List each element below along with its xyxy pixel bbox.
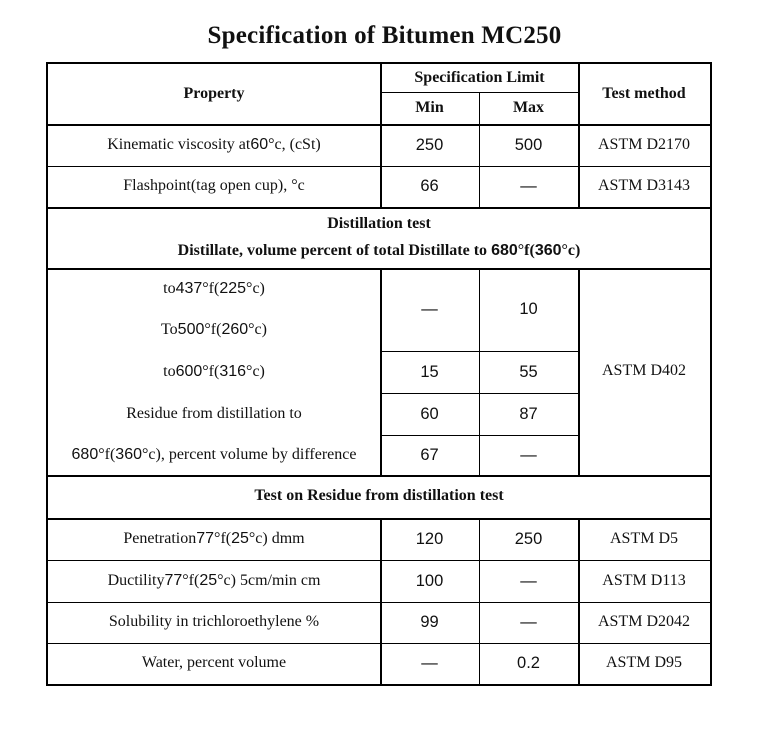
residue-row-solubility: Solubility in trichloroethylene %	[108, 613, 320, 631]
row-flashpoint-method: ASTM D3143	[597, 177, 690, 195]
distillation-row2-min: 15	[420, 362, 439, 381]
residue-row-solubility-max: —	[520, 613, 537, 632]
residue-row-water-method: ASTM D95	[605, 654, 682, 672]
residue-row-ductility-method: ASTM D113	[602, 571, 686, 589]
residue-row-water: Water, percent volume	[141, 654, 287, 672]
residue-row-water-max: 0.2	[517, 654, 540, 673]
distillation-row2-max: 55	[519, 362, 538, 381]
distillation-row-residue: Residue from distillation to	[126, 404, 302, 422]
distillation-row3-max: 87	[519, 404, 538, 423]
row-kinematic-viscosity-property: Kinematic viscosity at 60 °c, (cSt)	[107, 135, 321, 153]
residue-row-ductility-min: 100	[415, 571, 444, 590]
row-kinematic-viscosity-max: 500	[514, 135, 543, 154]
distillation-heading-line2: Distillate, volume percent of total Distillate to 680°f(360°c)	[177, 241, 581, 259]
distillation-row3-min: 60	[420, 404, 439, 423]
distillation-row1-max: 10	[519, 300, 538, 319]
distillation-row-437: to 437 °f( 225 °c)	[163, 280, 265, 298]
header-min: Min	[415, 98, 444, 116]
distillation-method: ASTM D402	[601, 362, 686, 380]
residue-row-solubility-method: ASTM D2042	[597, 613, 690, 631]
distillation-row-600: to 600 °f( 316 °c)	[163, 362, 265, 380]
distillation-row4-max: —	[520, 445, 537, 464]
residue-heading: Test on Residue from distillation test	[254, 487, 504, 505]
distillation-row-680: 680 °f( 360 °c), percent volume by difference	[71, 445, 357, 463]
residue-row-penetration-max: 250	[514, 529, 543, 548]
header-property: Property	[183, 84, 245, 102]
row-flashpoint-min: 66	[420, 177, 439, 196]
header-test-method: Test method	[602, 84, 686, 102]
specification-table	[46, 62, 712, 686]
header-max: Max	[512, 98, 545, 116]
distillation-row4-min: 67	[420, 445, 439, 464]
distillation-row1-min: —	[421, 300, 438, 319]
residue-row-penetration-min: 120	[415, 529, 444, 548]
distillation-heading	[48, 207, 710, 268]
distillation-heading-line1: Distillation test	[327, 215, 431, 233]
row-flashpoint-property: Flashpoint(tag open cup), °c	[123, 177, 305, 195]
row-kinematic-viscosity-method: ASTM D2170	[597, 135, 690, 153]
residue-row-solubility-min: 99	[420, 613, 439, 632]
header-spec-limit: Specification Limit	[414, 68, 545, 86]
residue-row-ductility: Ductility 77 °f( 25 °c) 5cm/min cm	[107, 571, 321, 589]
residue-row-water-min: —	[421, 654, 438, 673]
residue-row-penetration-method: ASTM D5	[609, 529, 678, 547]
row-kinematic-viscosity-min: 250	[415, 135, 444, 154]
residue-row-ductility-max: —	[520, 571, 537, 590]
residue-row-penetration: Penetration 77 °f( 25 °c) dmm	[123, 529, 305, 547]
page-title: Specification of Bitumen MC250	[207, 22, 562, 49]
distillation-row-500: To 500 °f( 260 °c)	[161, 320, 267, 338]
row-flashpoint-max: —	[520, 177, 537, 196]
